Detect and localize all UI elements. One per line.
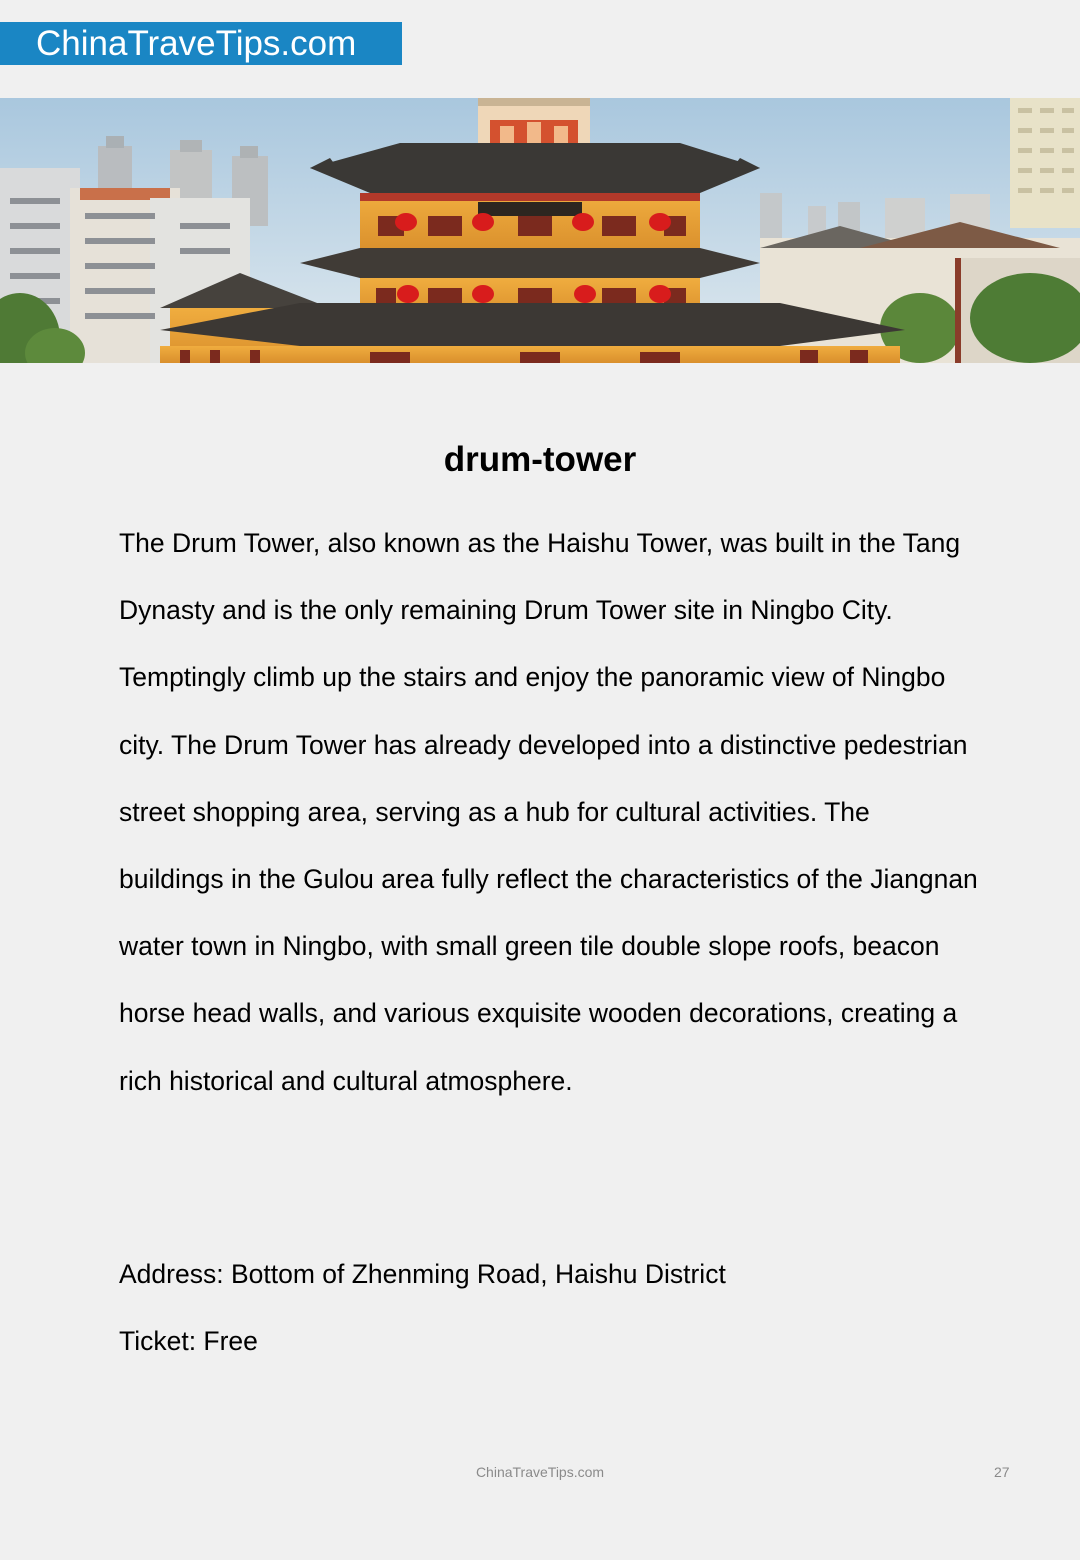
- address-line: Address: Bottom of Zhenming Road, Haishu District: [119, 1259, 726, 1289]
- page-number: 27: [994, 1464, 1010, 1480]
- article-title: drum-tower: [443, 440, 637, 479]
- article-body: The Drum Tower, also known as the Haishu Tower, was built in the Tang Dynasty and is the only remaining Drum Tower site in Ningbo City. Temptingly climb up the stairs and enjoy the panoramic view of Ningbo city. The Drum Tower has already developed into a distinctive pedestrian street shopping area, serving as a hub for cultural activities. The buildings in the Gulou area fully reflect the characteristics of the Jiangnan water town in Ningbo, with small green tile double slope roofs, beacon horse head walls, and various exquisite wooden decorations, creating a rich historical and cultural atmosphere.: [119, 528, 978, 1096]
- hero-photo: [0, 98, 1080, 363]
- brand-logo-banner: [0, 22, 402, 65]
- brand-name: ChinaTraveTips.com: [36, 24, 357, 63]
- ticket-line: Ticket: Free: [119, 1326, 258, 1356]
- footer-site-name: ChinaTraveTips.com: [475, 1464, 605, 1480]
